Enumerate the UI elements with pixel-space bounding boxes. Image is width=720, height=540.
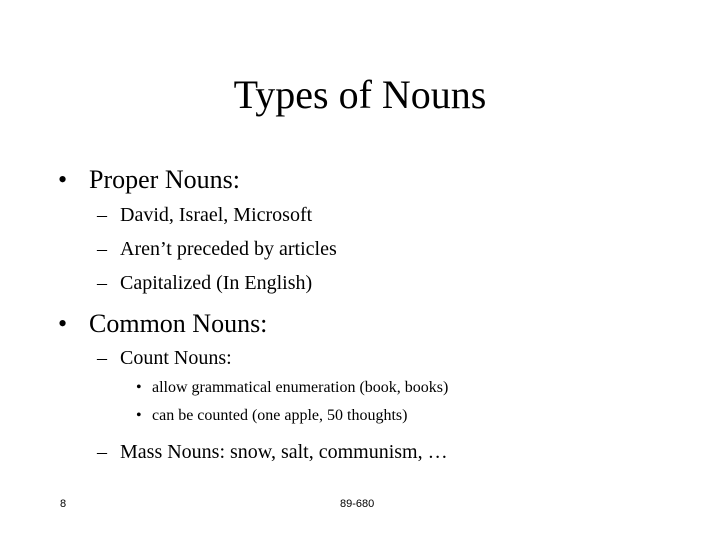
common-nouns-heading: Common Nouns: bbox=[89, 309, 268, 338]
course-code: 89-680 bbox=[340, 498, 375, 510]
bullet-marker: • bbox=[58, 309, 68, 338]
dash-marker: – bbox=[97, 441, 107, 463]
proper-item-capitalized: Capitalized (In English) bbox=[120, 272, 313, 294]
dash-marker: – bbox=[97, 238, 107, 260]
bullet-marker: • bbox=[58, 165, 68, 194]
dash-marker: – bbox=[97, 347, 107, 369]
mass-nouns-item: Mass Nouns: snow, salt, communism, … bbox=[120, 441, 448, 463]
proper-item-examples: David, Israel, Microsoft bbox=[120, 204, 313, 226]
count-nouns-heading: Count Nouns: bbox=[120, 347, 232, 369]
small-bullet-marker: • bbox=[136, 407, 142, 424]
slide-number: 8 bbox=[60, 498, 67, 510]
small-bullet-marker: • bbox=[136, 379, 142, 396]
dash-marker: – bbox=[97, 204, 107, 226]
dash-marker: – bbox=[97, 272, 107, 294]
proper-item-articles: Aren’t preceded by articles bbox=[120, 238, 337, 260]
slide-title: Types of Nouns bbox=[233, 72, 487, 117]
count-item-counted: can be counted (one apple, 50 thoughts) bbox=[152, 407, 408, 424]
proper-nouns-heading: Proper Nouns: bbox=[89, 165, 240, 194]
count-item-enumeration: allow grammatical enumeration (book, books) bbox=[152, 379, 449, 396]
